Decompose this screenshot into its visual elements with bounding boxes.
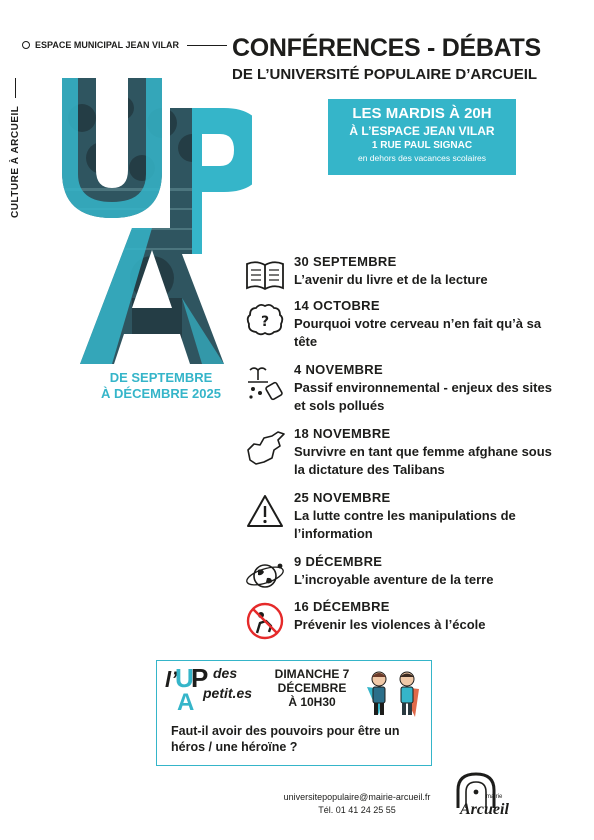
page-subtitle: DE L’UNIVERSITÉ POPULAIRE D’ARCUEIL	[232, 66, 538, 83]
upa-brand-letters	[52, 78, 252, 368]
event-date: 30 SEPTEMBRE	[294, 254, 397, 269]
event-date: 25 NOVEMBRE	[294, 490, 391, 505]
kids-event-date	[267, 667, 357, 709]
schedule-address: 1 RUE PAUL SIGNAC	[371, 140, 473, 151]
kids-logo-petites: petit.es	[203, 685, 253, 701]
page-title: CONFÉRENCES - DÉBATS	[232, 34, 541, 62]
event-topic: L’incroyable aventure de la terre	[294, 572, 494, 587]
date-range-start: DE SEPTEMBRE	[109, 370, 213, 385]
event-topic: Survivre en tant que femme afghane sous la dictature des Talibans	[294, 444, 552, 477]
event-topic: La lutte contre les manipulations de l’information	[294, 508, 516, 541]
kids-logo-p: P	[191, 663, 209, 693]
date-range-end: À DÉCEMBRE 2025	[101, 386, 221, 401]
event-topic: Pourquoi votre cerveau n’en fait qu’à sa tête	[294, 316, 542, 349]
arcueil-logo	[446, 768, 522, 818]
kids-logo-l: l’	[165, 667, 178, 692]
contact-phone: Tél. 01 41 24 25 55	[318, 805, 396, 815]
afghanistan-map-icon	[244, 428, 286, 468]
no-violence-icon	[244, 601, 286, 641]
superheroes-icon	[361, 667, 427, 721]
arcueil-logo-small-text: mairie	[486, 794, 503, 800]
schedule-note: en dehors des vacances scolaires	[357, 153, 487, 163]
schedule-venue: À L’ESPACE JEAN VILAR	[349, 124, 495, 138]
kids-logo-des: des	[213, 665, 238, 681]
schedule-time: LES MARDIS À 20H	[352, 105, 492, 122]
brain-question-icon	[244, 300, 286, 340]
event-topic: Prévenir les violences à l’école	[294, 617, 486, 632]
event-date: 16 DÉCEMBRE	[294, 599, 390, 614]
warning-triangle-icon	[244, 492, 286, 532]
kids-event-question: Faut-il avoir des pouvoirs pour être un héros / une héroïne ?	[171, 724, 400, 754]
espace-jean-vilar-label: ESPACE MUNICIPAL JEAN VILAR	[22, 40, 227, 50]
event-date: 9 DÉCEMBRE	[294, 554, 383, 569]
kids-logo-u: U	[175, 663, 194, 693]
circle-bullet-icon	[22, 41, 30, 49]
event-date: 18 NOVEMBRE	[294, 426, 391, 441]
svg-text:?: ?	[260, 314, 270, 330]
kids-date-line3: À 10H30	[288, 695, 336, 709]
kids-event-box	[156, 660, 432, 766]
event-date: 4 NOVEMBRE	[294, 362, 383, 377]
kids-date-line1: DIMANCHE 7	[274, 667, 350, 681]
event-topic: L’avenir du livre et de la lecture	[294, 272, 488, 287]
schedule-info-box	[328, 99, 516, 175]
arcueil-logo-name: Arcueil	[460, 801, 509, 818]
contact-email[interactable]: universitepopulaire@mairie-arcueil.fr	[283, 792, 431, 802]
kids-logo-a: A	[177, 689, 195, 716]
earth-orbit-icon	[244, 556, 286, 596]
event-date: 14 OCTOBRE	[294, 298, 380, 313]
contact-info	[272, 791, 442, 817]
season-date-range	[100, 370, 222, 402]
polluted-soil-icon	[244, 364, 286, 404]
open-book-icon	[244, 256, 286, 296]
culture-arcueil-label: CULTURE À ARCUEIL	[8, 38, 22, 218]
event-topic: Passif environnemental - enjeux des sites et sols pollués	[294, 380, 552, 413]
kids-date-line2: DÉCEMBRE	[277, 681, 347, 695]
